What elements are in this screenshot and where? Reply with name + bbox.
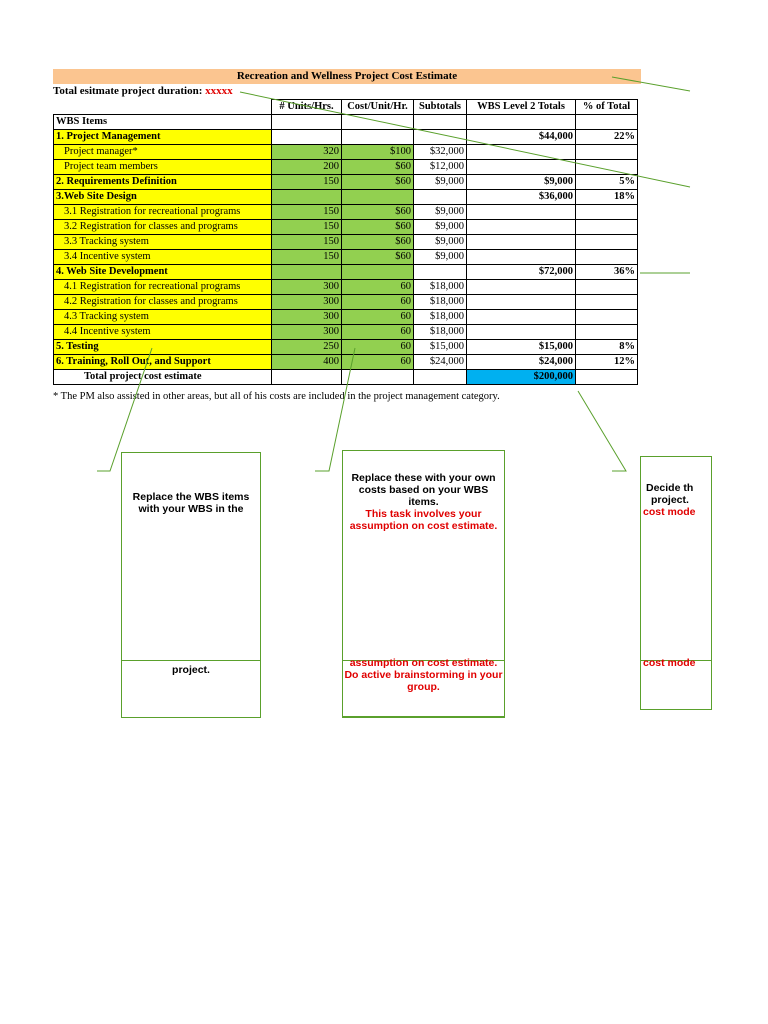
subtotal-cell: $24,000 — [414, 355, 467, 370]
wbs-row — [54, 220, 638, 235]
pct-cell — [576, 220, 638, 235]
header-pct: % of Total — [576, 100, 638, 115]
wbs-row — [54, 145, 638, 160]
empty-cell — [272, 370, 342, 385]
subtotal-cell: $12,000 — [414, 160, 467, 175]
level2-total-cell — [467, 220, 576, 235]
pct-cell: 22% — [576, 130, 638, 145]
callout-decide-text: Decide th — [646, 482, 694, 494]
units-cell[interactable]: 250 — [272, 340, 342, 355]
level2-total-cell: $9,000 — [467, 175, 576, 190]
wbs-item-cell[interactable]: 2. Requirements Definition — [54, 175, 272, 190]
callout-wbs-bottom-clip — [121, 662, 261, 720]
pct-cell — [576, 250, 638, 265]
callout-decide-bottom — [640, 657, 712, 710]
wbs-item-cell[interactable]: 4. Web Site Development — [54, 265, 272, 280]
wbs-row — [54, 340, 638, 355]
callout-decide-mid: project. — [651, 494, 689, 506]
cost-cell[interactable]: $60 — [342, 220, 414, 235]
callout-decide-red: cost mode — [643, 506, 696, 518]
wbs-item-cell[interactable]: 3.2 Registration for classes and programs — [54, 220, 272, 235]
units-cell[interactable]: 300 — [272, 295, 342, 310]
total-row — [54, 370, 638, 385]
subtotal-cell: $9,000 — [414, 220, 467, 235]
callout-costs-bottom-partial: assumption on cost estimate. — [349, 657, 498, 669]
subtotal-cell — [414, 190, 467, 205]
header-row — [54, 100, 638, 115]
wbs-row — [54, 235, 638, 250]
wbs-row — [54, 325, 638, 340]
level2-total-cell — [467, 160, 576, 175]
callout-wbs-bottom — [121, 660, 261, 718]
units-cell[interactable]: 150 — [272, 175, 342, 190]
level2-total-cell: $36,000 — [467, 190, 576, 205]
units-cell[interactable]: 300 — [272, 325, 342, 340]
wbs-items-label: WBS Items — [54, 115, 272, 130]
empty-cell — [414, 370, 467, 385]
cost-cell[interactable]: $100 — [342, 145, 414, 160]
wbs-item-cell[interactable]: 4.1 Registration for recreational programs — [54, 280, 272, 295]
units-cell[interactable] — [272, 130, 342, 145]
wbs-item-cell[interactable]: 3.Web Site Design — [54, 190, 272, 205]
subtotal-cell — [414, 265, 467, 280]
wbs-row — [54, 175, 638, 190]
empty-cell — [467, 115, 576, 130]
wbs-item-cell[interactable]: 6. Training, Roll Out, and Support — [54, 355, 272, 370]
cost-cell[interactable]: 60 — [342, 280, 414, 295]
header-blank — [54, 100, 272, 115]
empty-cell — [414, 115, 467, 130]
wbs-row — [54, 190, 638, 205]
cost-cell[interactable]: 60 — [342, 325, 414, 340]
subtotal-cell: $15,000 — [414, 340, 467, 355]
duration-line — [53, 85, 233, 98]
wbs-row — [54, 280, 638, 295]
cost-cell[interactable]: $60 — [342, 160, 414, 175]
pct-cell — [576, 205, 638, 220]
cost-cell[interactable]: $60 — [342, 235, 414, 250]
cost-cell[interactable]: 60 — [342, 295, 414, 310]
units-cell[interactable]: 400 — [272, 355, 342, 370]
wbs-item-cell[interactable]: 4.3 Tracking system — [54, 310, 272, 325]
callout-wbs-text: Replace the WBS items with your WBS in the — [132, 491, 250, 515]
decide-connector — [578, 391, 626, 471]
wbs-items-row — [54, 115, 638, 130]
subtotal-cell: $18,000 — [414, 295, 467, 310]
wbs-item-cell[interactable]: 3.1 Registration for recreational programs — [54, 205, 272, 220]
sheet-title: Recreation and Wellness Project Cost Estimate — [53, 69, 641, 84]
subtotal-cell: $18,000 — [414, 310, 467, 325]
header-units: # Units/Hrs. — [272, 100, 342, 115]
level2-total-cell: $15,000 — [467, 340, 576, 355]
wbs-item-cell[interactable]: 5. Testing — [54, 340, 272, 355]
cost-cell[interactable]: 60 — [342, 310, 414, 325]
header-level2-totals: WBS Level 2 Totals — [467, 100, 576, 115]
units-cell[interactable]: 150 — [272, 220, 342, 235]
subtotal-cell: $18,000 — [414, 280, 467, 295]
callout-decide-top-clip — [640, 456, 700, 518]
pct-cell: 12% — [576, 355, 638, 370]
cost-cell[interactable]: $60 — [342, 175, 414, 190]
level2-total-cell — [467, 325, 576, 340]
level2-total-cell — [467, 280, 576, 295]
subtotal-cell: $9,000 — [414, 175, 467, 190]
callout-costs-red-text: This task involves your assumption on cost estimate. — [349, 508, 498, 532]
units-cell[interactable]: 150 — [272, 205, 342, 220]
pct-cell — [576, 295, 638, 310]
cost-cell[interactable]: 60 — [342, 340, 414, 355]
duration-label: Total esitmate project duration: — [53, 85, 203, 97]
pct-cell — [576, 235, 638, 250]
empty-cell — [576, 115, 638, 130]
callout-costs-bottom-clip — [342, 657, 505, 718]
level2-total-cell — [467, 205, 576, 220]
wbs-item-cell[interactable]: 4.2 Registration for classes and programs — [54, 295, 272, 310]
units-cell[interactable]: 320 — [272, 145, 342, 160]
wbs-row — [54, 160, 638, 175]
cost-table — [53, 99, 638, 385]
wbs-row — [54, 310, 638, 325]
pct-cell: 5% — [576, 175, 638, 190]
units-cell[interactable]: 300 — [272, 310, 342, 325]
pct-cell: 8% — [576, 340, 638, 355]
cost-cell[interactable]: 60 — [342, 355, 414, 370]
callout-wbs-bottom-text: project. — [172, 664, 210, 676]
total-value: $200,000 — [467, 370, 576, 385]
cost-cell[interactable]: $60 — [342, 205, 414, 220]
units-cell[interactable]: 150 — [272, 250, 342, 265]
wbs-item-cell[interactable]: 1. Project Management — [54, 130, 272, 145]
level2-total-cell — [467, 235, 576, 250]
pct-cell: 36% — [576, 265, 638, 280]
callout-costs-bottom-text: Do active brainstorming in your group. — [344, 669, 503, 693]
empty-cell — [272, 115, 342, 130]
subtotal-cell: $32,000 — [414, 145, 467, 160]
cost-cell[interactable]: $60 — [342, 250, 414, 265]
level2-total-cell: $72,000 — [467, 265, 576, 280]
cost-cell[interactable] — [342, 265, 414, 280]
units-cell[interactable]: 150 — [272, 235, 342, 250]
wbs-item-cell[interactable]: Project manager* — [54, 145, 272, 160]
wbs-item-cell[interactable]: 3.3 Tracking system — [54, 235, 272, 250]
subtotal-cell: $9,000 — [414, 250, 467, 265]
level2-total-cell: $24,000 — [467, 355, 576, 370]
wbs-item-cell[interactable]: Project team members — [54, 160, 272, 175]
pct-cell — [576, 145, 638, 160]
header-subtotals: Subtotals — [414, 100, 467, 115]
subtotal-cell: $9,000 — [414, 205, 467, 220]
empty-cell — [342, 115, 414, 130]
level2-total-cell: $44,000 — [467, 130, 576, 145]
pct-cell: 18% — [576, 190, 638, 205]
wbs-row — [54, 355, 638, 370]
wbs-row — [54, 205, 638, 220]
pct-cell — [576, 310, 638, 325]
empty-cell — [342, 370, 414, 385]
callout-costs-bottom — [342, 657, 505, 717]
pct-cell — [576, 160, 638, 175]
callout-costs-top-clip — [342, 450, 505, 532]
subtotal-cell: $18,000 — [414, 325, 467, 340]
subtotal-cell — [414, 130, 467, 145]
wbs-row — [54, 250, 638, 265]
units-cell[interactable]: 300 — [272, 280, 342, 295]
units-cell[interactable] — [272, 190, 342, 205]
callout-decide-bottom-text: cost mode — [643, 657, 696, 669]
callout-costs-text: Replace these with your own costs based on your WBS items. — [351, 472, 496, 508]
level2-total-cell — [467, 145, 576, 160]
units-cell[interactable] — [272, 265, 342, 280]
duration-value[interactable]: xxxxx — [205, 85, 233, 97]
header-cost: Cost/Unit/Hr. — [342, 100, 414, 115]
callout-decide-bottom-clip — [640, 657, 700, 710]
pct-cell — [576, 325, 638, 340]
level2-total-cell — [467, 310, 576, 325]
empty-cell — [576, 370, 638, 385]
cost-cell[interactable] — [342, 190, 414, 205]
pct-cell — [576, 280, 638, 295]
wbs-row — [54, 130, 638, 145]
wbs-row — [54, 265, 638, 280]
wbs-item-cell[interactable]: 4.4 Incentive system — [54, 325, 272, 340]
footnote: * The PM also assisted in other areas, but all of his costs are included in the project management category. — [53, 391, 500, 402]
level2-total-cell — [467, 250, 576, 265]
total-label: Total project cost estimate — [54, 370, 272, 385]
cost-cell[interactable] — [342, 130, 414, 145]
units-cell[interactable]: 200 — [272, 160, 342, 175]
wbs-row — [54, 295, 638, 310]
wbs-item-cell[interactable]: 3.4 Incentive system — [54, 250, 272, 265]
level2-total-cell — [467, 295, 576, 310]
callout-wbs-top-clip — [121, 452, 261, 514]
subtotal-cell: $9,000 — [414, 235, 467, 250]
